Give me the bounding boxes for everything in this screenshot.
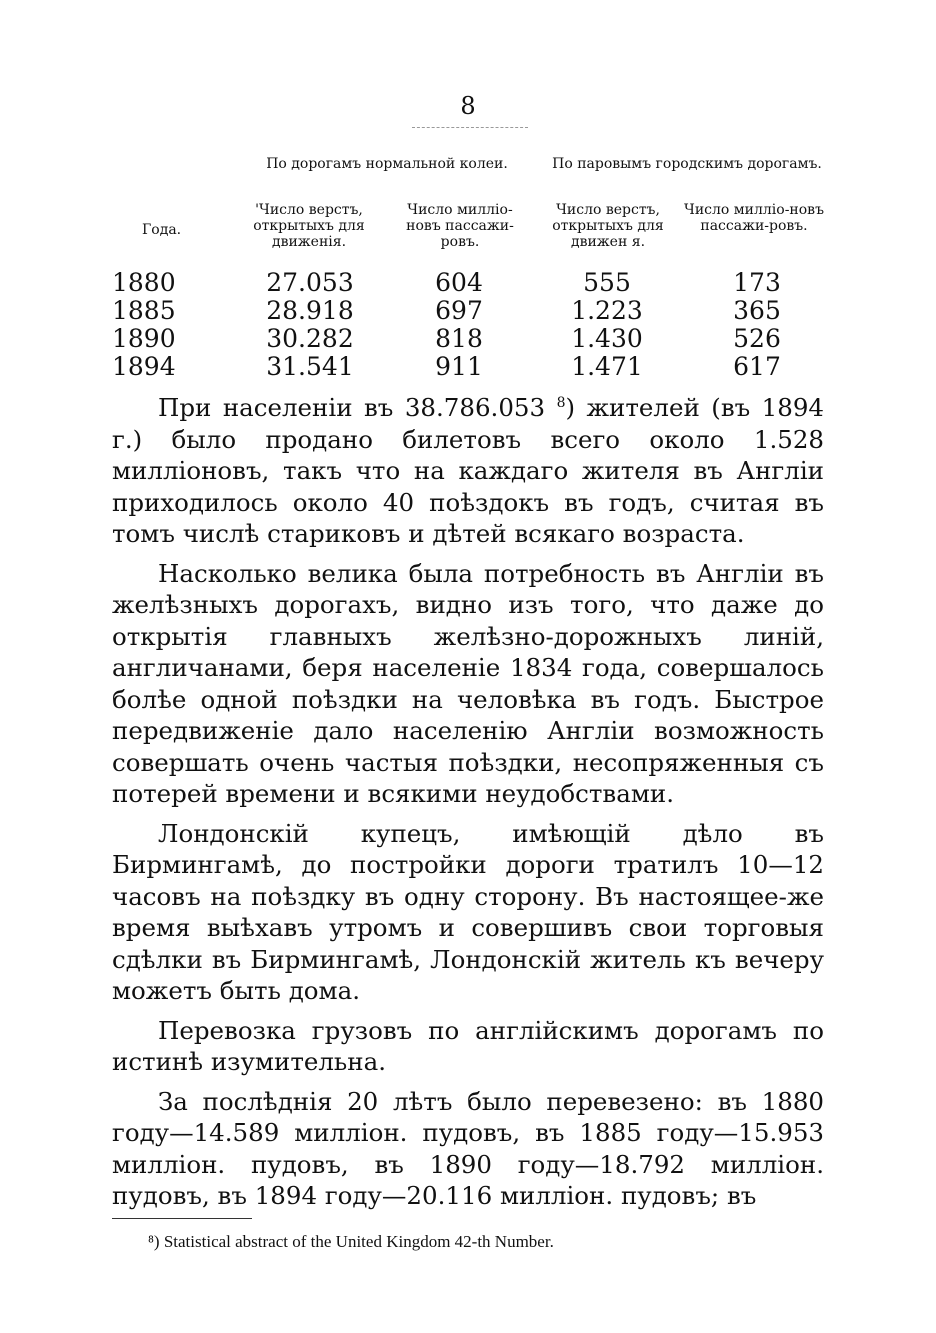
table-cell: 1.430 <box>571 324 643 353</box>
body-text <box>112 392 824 1220</box>
table-group-header-normal-gauge: По дорогамъ нормальной колеи. <box>266 156 508 172</box>
table-cell: 697 <box>435 296 483 325</box>
footnote-ref: 8 <box>556 394 566 411</box>
table-header-versts-1: 'Число верстъ, открытыхъ для движенія. <box>253 202 365 250</box>
table-group-header-city-steam: По паровымъ городскимъ дорогамъ. <box>552 156 822 172</box>
footnote-rule <box>112 1218 252 1219</box>
paragraph-text: ) жителей (въ 1894 г.) было продано билетовъ всего около 1.528 милліоновъ, такъ что на каждаго жителя въ Англіи приходилось около 40 поѣздокъ въ годъ, считая въ томъ числѣ стариковъ и дѣтей всякаго возраста. <box>112 393 824 548</box>
table-cell: 1.471 <box>571 352 643 381</box>
table-cell: 28.918 <box>266 296 354 325</box>
table-header-year: Года. <box>142 222 182 238</box>
table-row <box>112 324 832 352</box>
paragraph-freight-figures: За послѣднія 20 лѣтъ было перевезено: въ 1880 году—14.589 милліон. пудовъ, въ 1885 году—15.953 милліон. пудовъ, въ 1890 году—18.792 милліон. пудовъ, въ 1894 году—20.116 милліон. пудовъ; въ <box>112 1086 824 1210</box>
table-row <box>112 268 832 296</box>
table-cell: 31.541 <box>266 352 354 381</box>
paragraph-freight: Перевозка грузовъ по англійскимъ дорогамъ по истинѣ изумительна. <box>112 1015 824 1076</box>
table-cell: 1.223 <box>571 296 643 325</box>
table-cell: 30.282 <box>266 324 354 353</box>
table-cell: 1885 <box>112 296 176 325</box>
paragraph-text: При населеніи въ 38.786.053 <box>158 393 557 422</box>
table-cell: 365 <box>733 296 781 325</box>
table-cell: 911 <box>435 352 483 381</box>
table-cell: 604 <box>435 268 483 297</box>
table-cell: 617 <box>733 352 781 381</box>
table-cell: 1880 <box>112 268 176 297</box>
table-cell: 526 <box>733 324 781 353</box>
table-cell: 818 <box>435 324 483 353</box>
paragraph-population <box>112 392 824 550</box>
table-header-versts-2: Число верстъ, открытыхъ для движен я. <box>552 202 664 250</box>
table-header-passengers-1: Число милліо-новъ пассажи-ровъ. <box>406 202 514 250</box>
table-header-passengers-2: Число милліо-новъ пассажи-ровъ. <box>684 202 824 234</box>
table-cell: 555 <box>583 268 631 297</box>
table-row <box>112 352 832 380</box>
page-number: 8 <box>460 92 476 120</box>
footnote: ⁸) Statistical abstract of the United Kingdom 42-th Number. <box>148 1232 554 1251</box>
table-cell: 27.053 <box>266 268 354 297</box>
paragraph-merchant: Лондонскій купецъ, имѣющій дѣло въ Бирмингамѣ, до постройки дороги тратилъ 10—12 часовъ на поѣздку въ одну сторону. Въ настоящее-же время выѣхавъ утромъ и совершивъ свои торговыя сдѣлки въ Бирмингамѣ, Лондонскій житель къ вечеру можетъ быть дома. <box>112 818 824 1005</box>
table-cell: 1894 <box>112 352 176 381</box>
table-row <box>112 296 832 324</box>
header-rule <box>412 127 528 128</box>
table-cell: 1890 <box>112 324 176 353</box>
paragraph-demand: Насколько велика была потребность въ Англіи въ желѣзныхъ дорогахъ, видно изъ того, что даже до открытія главныхъ желѣзно-дорожныхъ линій, англичанами, беря населеніе 1834 года, совершалось болѣе одной поѣздки на человѣка въ годъ. Быстрое передвиженіе дало населенію Англіи возможность совершать очень частыя поѣздки, несопряженныя съ потерей времени и всякими неудобствами. <box>112 558 824 808</box>
table-cell: 173 <box>733 268 781 297</box>
